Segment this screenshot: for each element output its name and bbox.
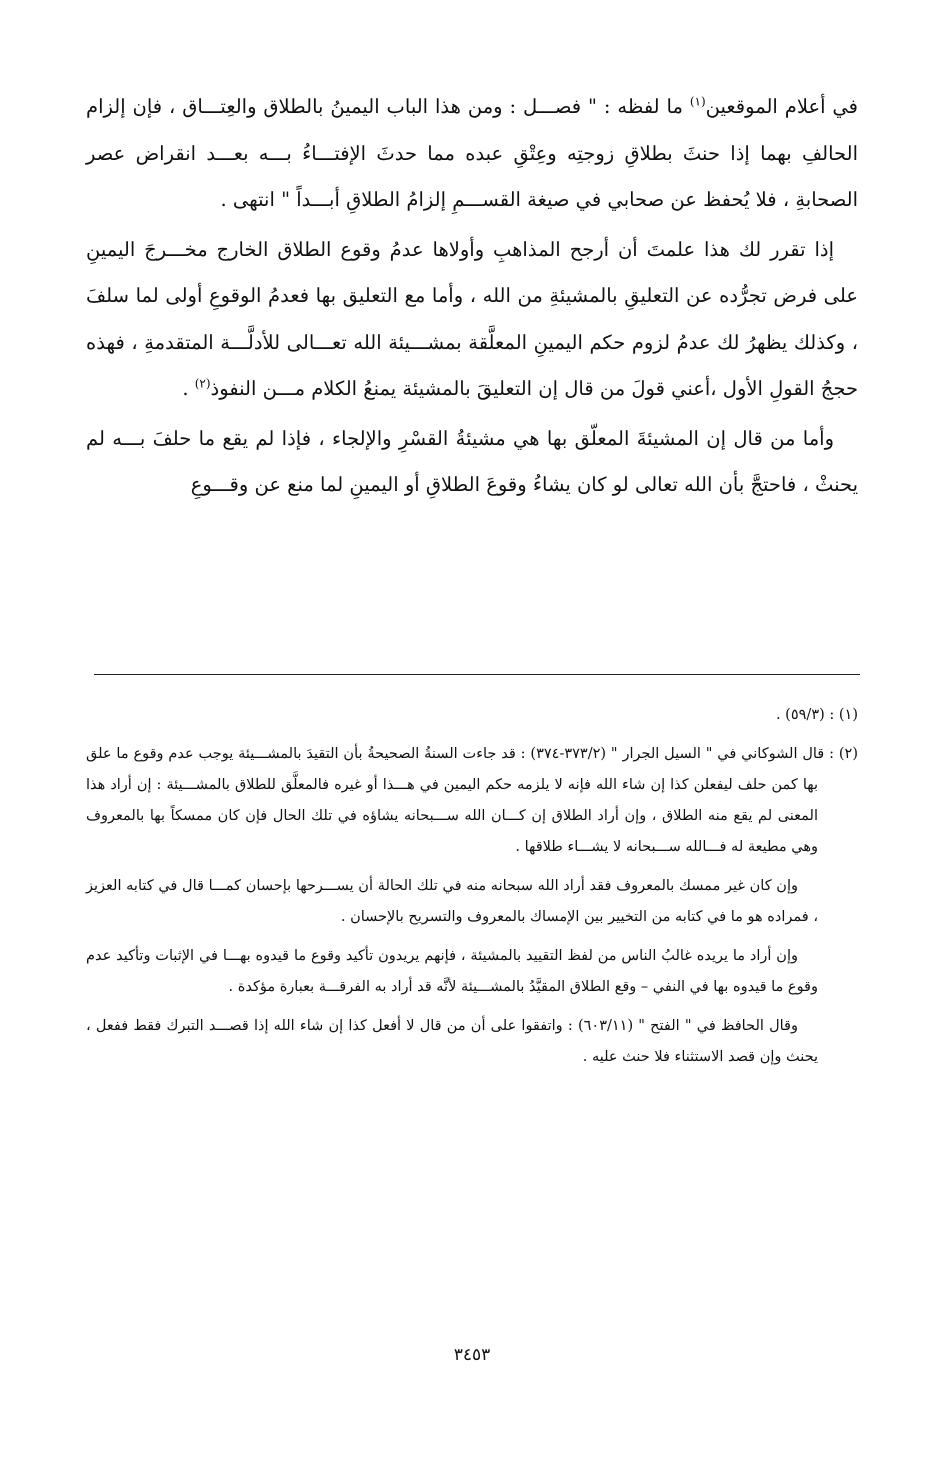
paragraph-1-text: في أعلام الموقعين (705, 95, 858, 118)
footnote-ref-1: (١) (689, 94, 706, 109)
footnote-ref-2: (٢) (194, 376, 211, 391)
paragraph-2-text-cont: . (182, 377, 195, 400)
page-number: ٣٤٥٣ (453, 1345, 491, 1365)
paragraph-2 (86, 227, 858, 413)
footnote-2: (٢) : قال الشوكاني في " السيل الجرار " (٣٧٣/٢-٣٧٤) : قد جاءت السنةُ الصحيحةُ بأن التقيدَ بالمشـــيئة يوجب عدم وقوع ما علق بها كمن حلف ليفعلن كذا إن شاء الله فإنه لا يلزمه حكم اليمين في هـــذا أو غيره فالمعلَّق للطلاق بالمشـــيئة : إن أراد هذا المعنى لم يقع منه الطلاق ، وإن أراد الطلاق إن كـــان الله ســـبحانه يشاؤه في تلك الحال فإن كان ممسكاً بها بالمعروف وهي مطيعة له فـــالله ســـبحانه لا يشـــاء طلاقها . (86, 746, 858, 855)
footnote-1: (١) : (٥٩/٣) . (775, 707, 858, 723)
footnote-2-continuation-2: وإن أراد ما يريده غالبُ الناس من لفظ التقييد بالمشيئة ، فإنهم يريدون تأكيد وقوع ما قيدوه بهـــا في الإثبات وتأكيد عدم وقوع ما قيدوه بها في النفي – وقع الطلاق المقيَّدُ بالمشـــيئة لأنَّه قد أراد به الفرقـــة بعبارة مؤكدة . (86, 948, 818, 995)
footnote-separator (94, 674, 860, 675)
paragraph-1 (86, 84, 858, 224)
paragraph-2-text: إذا تقرر لك هذا علمتَ أن أرجح المذاهبِ وأولاها عدمُ وقوع الطلاق الخارج مخـــرجَ اليمينِ على فرض تجرُّده عن التعليقِ بالمشيئةِ من الله ، وأما مع التعليق بها فعدمُ الوقوعِ أولى لما سلفَ ، وكذلك يظهرُ لك عدمُ لزوم حكم اليمينِ المعلَّقة بمشـــيئة الله تعـــالى للأدلَّـــة المتقدمةِ ، فهذه حججُ القولِ الأول ،أعني قولَ من قال إن التعليقَ بالمشيئة يمنعُ الكلام مـــن النفوذ (86, 237, 858, 400)
footnote-2-continuation-1: وإن كان غير ممسك بالمعروف فقد أراد الله سبحانه منه في تلك الحالة أن يســـرحها بإحسان كمـــا قال في كتابه العزيز ، فمراده هو ما في كتابه من التخيير بين الإمساك بالمعروف والتسريح بالإحسان . (86, 878, 818, 925)
paragraph-3-text: وأما من قال إن المشيئةَ المعلّق بها هي مشيئةُ القسْرِ والإلجاء ، فإذا لم يقع ما حلفَ بـــه لم يحنثْ ، فاحتجَّ بأن الله تعالى لو كان يشاءُ وقوعَ الطلاقِ أو اليمينِ لما منع عن وقـــوعِ (86, 426, 858, 496)
footnote-2-continuation-3: وقال الحافظ في " الفتح " (٦٠٣/١١) : واتفقوا على أن من قال لا أفعل كذا إن شاء الله إذا قصـــد التبرك فقط ففعل ، يحنث وإن قصد الاستثناء فلا حنث عليه . (86, 1018, 818, 1065)
paragraph-3 (86, 416, 858, 509)
main-text (86, 84, 858, 512)
footnotes (86, 700, 858, 1081)
paragraph-1-text-cont: ما لفظه : " فصـــل : ومن هذا الباب اليمينُ بالطلاق والعِتـــاق ، فإن إلزام الحالفِ بهما إذا حنثَ بطلاقِ زوجتِه وعِتْقِ عبده مما حدثَ الإفتـــاءُ بـــه بعـــد انقراض عصر الصحابةِ ، فلا يُحفظ عن صحابي في صيغة القســـمِ إلزامُ الطلاقِ أبـــداً " انتهى . (86, 95, 858, 211)
